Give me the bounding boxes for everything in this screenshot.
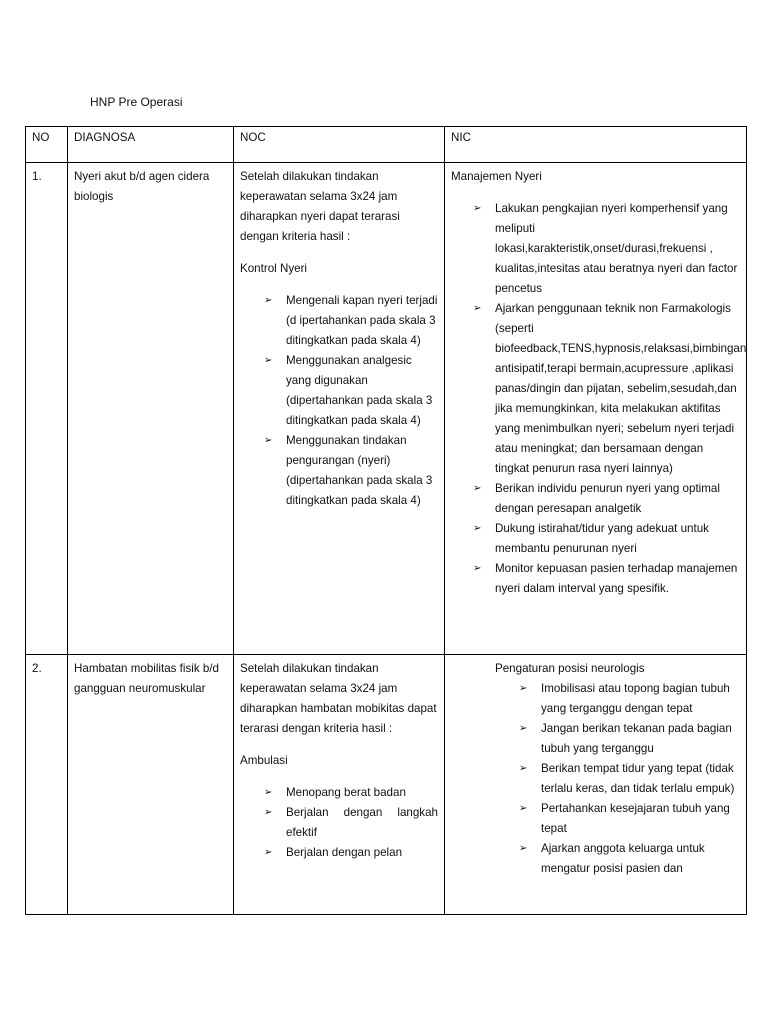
cell-diagnosa: Nyeri akut b/d agen cidera biologis xyxy=(68,163,234,655)
table-row xyxy=(26,163,747,655)
cell-nic xyxy=(445,655,747,915)
arrowhead-bullet-icon: ➢ xyxy=(473,303,482,314)
list-item: ➢ Menggunakan tindakan pengurangan (nyeri) (dipertahankan pada skala 3 ditingkatkan pada skala 4) xyxy=(240,431,438,511)
document-title: HNP Pre Operasi xyxy=(90,95,183,109)
list-item: ➢ Pertahankan kesejajaran tubuh yang tepat xyxy=(451,799,740,839)
header-no: NO xyxy=(26,127,68,163)
list-item: ➢ Dukung istirahat/tidur yang adekuat untuk membantu penurunan nyeri xyxy=(451,519,740,559)
list-item: ➢ Berikan tempat tidur yang tepat (tidak terlalu keras, dan tidak terlalu empuk) xyxy=(451,759,740,799)
list-item: ➢ Berikan individu penurun nyeri yang optimal dengan peresapan analgetik xyxy=(451,479,740,519)
header-nic: NIC xyxy=(445,127,747,163)
table-row xyxy=(26,655,747,915)
noc-criteria-list xyxy=(240,783,438,863)
arrowhead-bullet-icon: ➢ xyxy=(473,203,482,214)
cell-diagnosa: Hambatan mobilitas fisik b/d gangguan neuromuskular xyxy=(68,655,234,915)
arrowhead-bullet-icon: ➢ xyxy=(519,723,528,734)
noc-intro: Setelah dilakukan tindakan keperawatan selama 3x24 jam diharapkan nyeri dapat terarasi dengan kriteria hasil : xyxy=(240,170,400,243)
cell-noc xyxy=(234,163,445,655)
list-item: ➢ Berjalan dengan langkah efektif xyxy=(240,803,438,843)
list-item: ➢ Lakukan pengkajian nyeri komperhensif yang meliputi lokasi,karakteristik,onset/durasi,frekuensi , kualitas,intesitas atau beratnya nyeri dan factor pencetus xyxy=(451,199,740,299)
noc-heading: Ambulasi xyxy=(240,754,288,767)
cell-no: 1. xyxy=(26,163,68,655)
list-item: ➢ Berjalan dengan pelan xyxy=(240,843,438,863)
nic-intervention-list xyxy=(451,199,747,599)
list-item: ➢ Monitor kepuasan pasien terhadap manajemen nyeri dalam interval yang spesifik. xyxy=(451,559,740,599)
noc-heading: Kontrol Nyeri xyxy=(240,262,308,275)
nic-heading: Pengaturan posisi neurologis xyxy=(495,662,645,675)
cell-nic xyxy=(445,163,747,655)
arrowhead-bullet-icon: ➢ xyxy=(519,803,528,814)
arrowhead-bullet-icon: ➢ xyxy=(473,483,482,494)
care-plan-table xyxy=(25,126,747,915)
list-item: ➢ Ajarkan anggota keluarga untuk mengatur posisi pasien dan xyxy=(451,839,740,879)
arrowhead-bullet-icon: ➢ xyxy=(264,295,273,306)
nic-intervention-list xyxy=(451,679,740,879)
list-item: ➢ Mengenali kapan nyeri terjadi (d ipertahankan pada skala 3 ditingkatkan pada skala 4) xyxy=(240,291,438,351)
list-item: ➢ Imobilisasi atau topong bagian tubuh yang terganggu dengan tepat xyxy=(451,679,740,719)
cell-no: 2. xyxy=(26,655,68,915)
arrowhead-bullet-icon: ➢ xyxy=(519,683,528,694)
noc-criteria-list xyxy=(240,291,438,511)
list-item: ➢ Menopang berat badan xyxy=(240,783,438,803)
arrowhead-bullet-icon: ➢ xyxy=(264,807,273,818)
arrowhead-bullet-icon: ➢ xyxy=(473,523,482,534)
arrowhead-bullet-icon: ➢ xyxy=(264,355,273,366)
cell-noc xyxy=(234,655,445,915)
header-diagnosa: DIAGNOSA xyxy=(68,127,234,163)
list-item: ➢ Menggunakan analgesic yang digunakan (dipertahankan pada skala 3 ditingkatkan pada skala 4) xyxy=(240,351,438,431)
arrowhead-bullet-icon: ➢ xyxy=(264,847,273,858)
list-item: ➢ Ajarkan penggunaan teknik non Farmakologis (seperti biofeedback,TENS,hypnosis,relaksasi,bimbingan antisipatif,terapi bermain,acupressure ,aplikasi panas/dingin dan pijatan, sebelim,sesudah,dan jika memungkinkan, kita melakukan aktifitas yang menimbulkan nyeri; sebelum nyeri terjadi atau meningkat; dan bersamaan dengan tingkat penurun rasa nyeri lainnya) xyxy=(451,299,740,479)
arrowhead-bullet-icon: ➢ xyxy=(519,843,528,854)
table-header-row xyxy=(26,127,747,163)
arrowhead-bullet-icon: ➢ xyxy=(519,763,528,774)
arrowhead-bullet-icon: ➢ xyxy=(264,435,273,446)
noc-intro: Setelah dilakukan tindakan keperawatan selama 3x24 jam diharapkan hambatan mobikitas dapat terarasi dengan kriteria hasil : xyxy=(240,662,437,735)
header-noc: NOC xyxy=(234,127,445,163)
list-item: ➢ Jangan berikan tekanan pada bagian tubuh yang terganggu xyxy=(451,719,740,759)
arrowhead-bullet-icon: ➢ xyxy=(473,563,482,574)
nic-heading: Manajemen Nyeri xyxy=(451,170,542,183)
arrowhead-bullet-icon: ➢ xyxy=(264,787,273,798)
